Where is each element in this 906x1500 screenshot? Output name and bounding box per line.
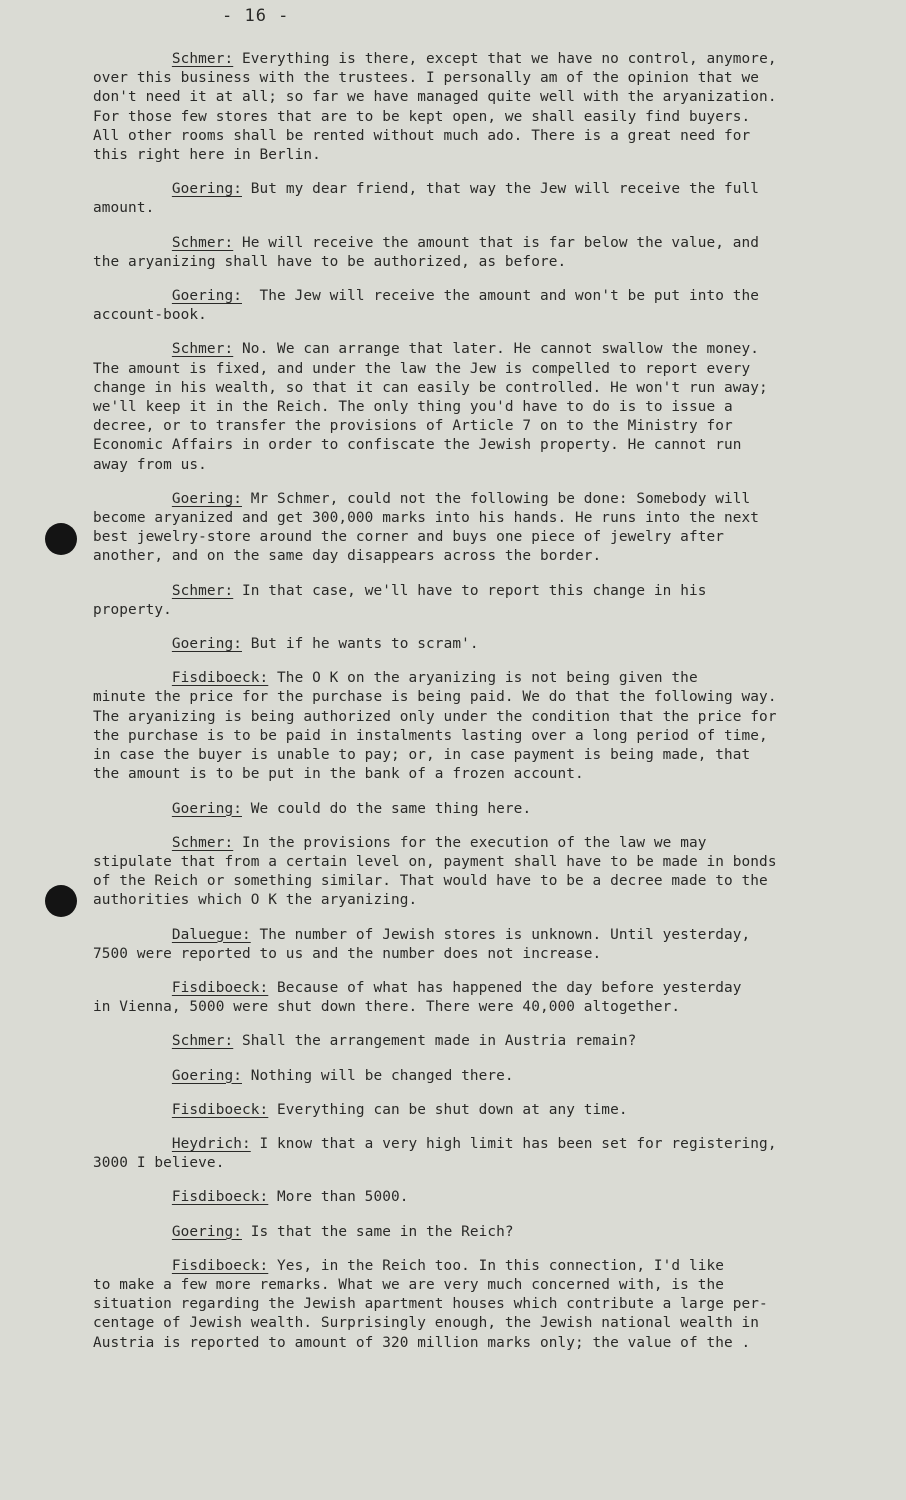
speaker-name: Goering: xyxy=(171,490,242,507)
transcript-paragraph xyxy=(93,234,865,272)
speaker-name: Schmer: xyxy=(171,1033,234,1050)
indent xyxy=(93,835,172,851)
speech-first-line: Because of what has happened the day before yesterday xyxy=(268,979,742,996)
speaker-name: Heydrich: xyxy=(171,1135,251,1152)
transcript-paragraph xyxy=(93,926,865,964)
speech-continuation: over this business with the trustees. I personally am of the opinion that we don't need it at all; so far we have managed quite well with the aryanization. For those few stores that are to be kept open, we shall easily find buyers. All other rooms shall be rented without much ado. There is a great need for this right here in Berlin. xyxy=(93,70,777,164)
speaker-name: Goering: xyxy=(171,1067,242,1084)
speech-continuation: account-book. xyxy=(93,307,207,324)
speech-continuation: 3000 I believe. xyxy=(93,1155,225,1172)
speaker-name: Goering: xyxy=(171,181,242,198)
speaker-name: Fisdiboeck: xyxy=(171,1189,269,1206)
speech-first-line: No. We can arrange that later. He cannot swallow the money. xyxy=(233,341,760,358)
speech-continuation: property. xyxy=(93,601,172,618)
speaker-name: Goering: xyxy=(171,800,242,817)
indent xyxy=(93,235,172,251)
transcript-paragraph xyxy=(93,800,865,819)
indent xyxy=(93,181,172,197)
speech-first-line: The O K on the aryanizing is not being given the xyxy=(268,670,698,687)
speech-first-line: The number of Jewish stores is unknown. Until yesterday, xyxy=(250,926,751,943)
speech-continuation: to make a few more remarks. What we are very much concerned with, is the situation regarding the Jewish apartment houses which contribute a large per- centage of Jewish wealth. Surprisingly enough, the Jewish national wealth in Austria is reported to amount of 320 million marks only; the value of the . xyxy=(93,1276,768,1351)
speech-continuation: become aryanized and get 300,000 marks into his hands. He runs into the next best jewelry-store around the corner and buys one piece of jewelry after another, and on the same day disappears across the border. xyxy=(93,510,760,565)
transcript-paragraph xyxy=(93,1257,865,1353)
indent xyxy=(93,1189,172,1205)
speech-first-line: In that case, we'll have to report this change in his xyxy=(233,582,707,599)
transcript-paragraph xyxy=(93,340,865,474)
transcript-paragraph xyxy=(93,834,865,911)
indent xyxy=(93,341,172,357)
speech-continuation: in Vienna, 5000 were shut down there. There were 40,000 altogether. xyxy=(93,999,681,1016)
indent xyxy=(93,1102,172,1118)
speech-first-line: Nothing will be changed there. xyxy=(242,1067,514,1084)
speech-continuation: 7500 were reported to us and the number does not increase. xyxy=(93,945,602,962)
speech-first-line: He will receive the amount that is far below the value, and xyxy=(233,234,760,251)
speaker-name: Fisdiboeck: xyxy=(171,1101,269,1118)
indent xyxy=(93,636,172,652)
speech-first-line: We could do the same thing here. xyxy=(242,800,532,817)
speech-first-line: Yes, in the Reich too. In this connection, I'd like xyxy=(268,1257,725,1274)
speech-first-line: But my dear friend, that way the Jew will receive the full xyxy=(242,181,760,198)
speech-continuation: the aryanizing shall have to be authorized, as before. xyxy=(93,253,567,270)
speech-first-line: Everything is there, except that we have no control, anymore, xyxy=(233,51,777,67)
transcript-paragraph xyxy=(93,979,865,1017)
speech-first-line: Mr Schmer, could not the following be done: Somebody will xyxy=(242,490,751,507)
transcript-paragraph xyxy=(93,1188,865,1207)
transcript-paragraph xyxy=(93,287,865,325)
speaker-name: Fisdiboeck: xyxy=(171,1257,269,1274)
speaker-name: Fisdiboeck: xyxy=(171,670,269,687)
speech-continuation: amount. xyxy=(93,200,155,217)
indent xyxy=(93,1068,172,1084)
page-number: - 16 - xyxy=(222,6,290,26)
transcript-paragraph xyxy=(93,669,865,784)
transcript-paragraph xyxy=(93,50,865,165)
indent xyxy=(93,801,172,817)
speaker-name: Schmer: xyxy=(171,834,234,851)
indent xyxy=(93,1224,172,1240)
speech-continuation: The amount is fixed, and under the law the Jew is compelled to report every change in his wealth, so that it can easily be controlled. He won't run away; we'll keep it in the Reich. The only thing you'd have to do is to issue a decree, or to transfer the provisions of Article 7 on to the Ministry for Economic Affairs in order to confiscate the Jewish property. He cannot run away from us. xyxy=(93,360,768,473)
speech-continuation: stipulate that from a certain level on, payment shall have to be made in bonds of the Reich or something similar. That would have to be a decree made to the authorities which O K the aryanizing. xyxy=(93,853,777,909)
speaker-name: Goering: xyxy=(171,1223,242,1240)
speech-first-line: But if he wants to scram'. xyxy=(242,636,479,653)
transcript-paragraph xyxy=(93,1135,865,1173)
speech-first-line: More than 5000. xyxy=(268,1189,409,1206)
indent xyxy=(93,51,172,67)
speech-continuation: minute the price for the purchase is being paid. We do that the following way. The aryanizing is being authorized only under the condition that the price for the purchase is to be paid in instalments lasting over a long period of time, in case the buyer is unable to pay; or, in case payment is being made, that the amount is to be put in the bank of a frozen account. xyxy=(93,689,777,783)
transcript-paragraph xyxy=(93,1032,865,1051)
transcript-paragraph xyxy=(93,582,865,620)
speaker-name: Schmer: xyxy=(171,51,234,67)
transcript-paragraph xyxy=(93,490,865,567)
speech-first-line: I know that a very high limit has been set for registering, xyxy=(250,1135,777,1152)
speaker-name: Fisdiboeck: xyxy=(171,979,269,996)
indent xyxy=(93,670,172,686)
transcript-paragraph xyxy=(93,1223,865,1242)
speaker-name: Schmer: xyxy=(171,341,234,358)
speech-first-line: Everything can be shut down at any time. xyxy=(268,1101,628,1118)
indent xyxy=(93,1033,172,1049)
speaker-name: Goering: xyxy=(171,288,242,305)
speaker-name: Schmer: xyxy=(171,582,234,599)
indent xyxy=(93,927,172,943)
speech-first-line: The Jew will receive the amount and won't be put into the xyxy=(242,288,760,305)
indent xyxy=(93,288,172,304)
indent xyxy=(93,583,172,599)
indent xyxy=(93,1258,172,1274)
punch-hole-top xyxy=(45,523,77,555)
speech-first-line: Shall the arrangement made in Austria remain? xyxy=(233,1033,637,1050)
indent xyxy=(93,1136,172,1152)
speaker-name: Daluegue: xyxy=(171,926,251,943)
speaker-name: Goering: xyxy=(171,636,242,653)
indent xyxy=(93,491,172,507)
speaker-name: Schmer: xyxy=(171,234,234,251)
transcript-paragraph xyxy=(93,180,865,218)
transcript-paragraph xyxy=(93,635,865,654)
transcript-paragraph xyxy=(93,1101,865,1120)
transcript-body xyxy=(93,50,865,1368)
speech-first-line: In the provisions for the execution of the law we may xyxy=(233,834,707,851)
transcript-paragraph xyxy=(93,1067,865,1086)
indent xyxy=(93,980,172,996)
speech-first-line: Is that the same in the Reich? xyxy=(242,1223,514,1240)
punch-hole-bottom xyxy=(45,885,77,917)
